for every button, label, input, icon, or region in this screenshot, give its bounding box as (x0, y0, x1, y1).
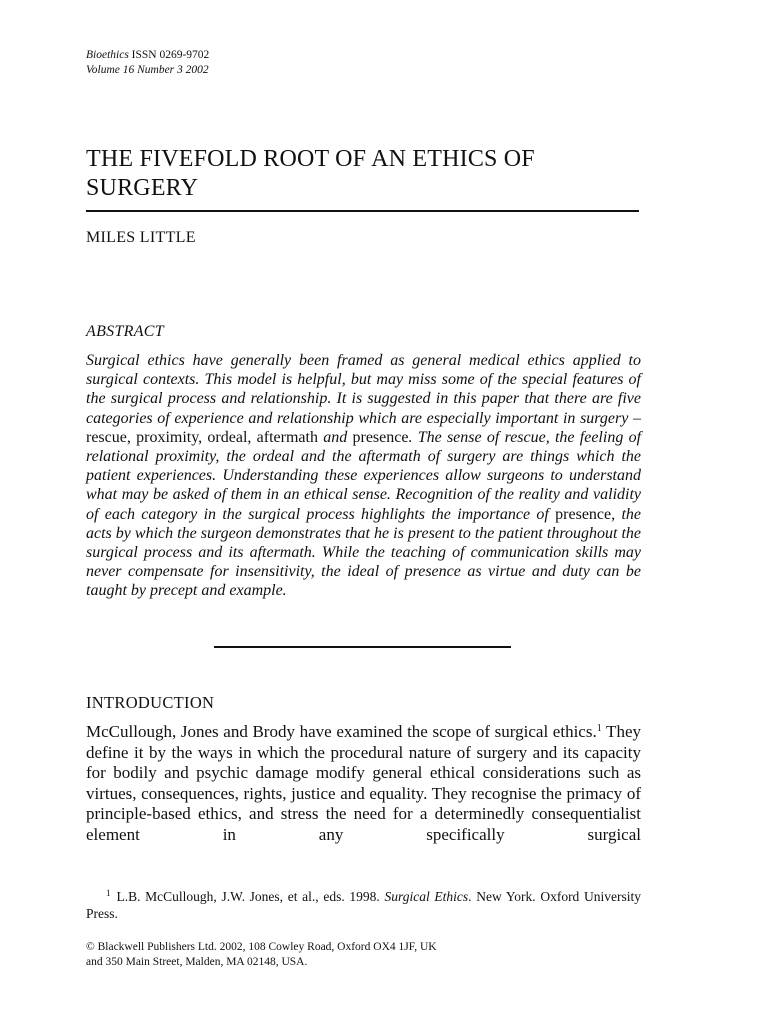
abstract-and: and (317, 428, 353, 446)
article-title (86, 145, 646, 203)
abstract-divider (214, 646, 511, 648)
introduction-part-2: They define it by the ways in which the procedural nature of surgery and its capacity for bodily and psychic damage modify general ethical considerations such as virtues, consequences, rights, justice and equality. They recognise the primacy of principle-based ethics, and stress the need for a determinedly consequentialist element in any specifically surgical (86, 722, 641, 844)
article-title-line-2: SURGERY (86, 175, 199, 201)
copyright-line-2: and 350 Main Street, Malden, MA 02148, USA. (86, 956, 308, 968)
title-divider (86, 210, 639, 212)
footnote-part-2: . New York. Oxford University Press. (86, 889, 641, 921)
abstract-part-3: , the acts by which the surgeon demonstrates that he is present to the patient throughout the surgical process and its aftermath. While the teaching of communication skills may never compensate for insensitivity, the ideal of presence as virtue and duty can be taught by precept and example. (86, 505, 641, 600)
abstract-text (86, 351, 641, 601)
copyright-line-1: © Blackwell Publishers Ltd. 2002, 108 Cowley Road, Oxford OX4 1JF, UK (86, 941, 437, 953)
article-title-line-1: THE FIVEFOLD ROOT OF AN ETHICS OF (86, 146, 535, 172)
abstract-heading: ABSTRACT (86, 323, 164, 340)
introduction-text (86, 722, 641, 846)
footnote (86, 888, 641, 922)
footnote-marker: 1 (106, 888, 111, 898)
introduction-heading: INTRODUCTION (86, 693, 215, 712)
journal-volume: Volume 16 Number 3 2002 (86, 64, 209, 76)
footnote-reference[interactable]: 1 (596, 723, 602, 734)
footnote-part-1: L.B. McCullough, J.W. Jones, et al., eds. 1998. (116, 889, 385, 904)
journal-name: Bioethics (86, 49, 129, 61)
footnote-book-title: Surgical Ethics (384, 889, 469, 904)
abstract-part-2: . The sense of rescue, the feeling of relational proximity, the ordeal and the aftermath of surgery are things which the patient experiences. Understanding these experiences allow surgeons to understand what may be asked of them in an ethical sense. Recognition of the reality and validity of each category in the surgical process highlights the importance of (86, 428, 642, 523)
journal-issn-line (86, 48, 209, 63)
copyright-notice (86, 940, 641, 970)
abstract-part-1: Surgical ethics have generally been framed as general medical ethics applied to surgical contexts. This model is helpful, but may miss some of the special features of the surgical process and relationship. It is suggested in this paper that there are five categories of experience and relationship which are especially important in surgery – (86, 352, 641, 427)
author-name: MILES LITTLE (86, 229, 196, 246)
journal-issn: ISSN 0269-9702 (128, 49, 210, 61)
journal-header (86, 48, 209, 78)
abstract-term-presence: presence (352, 428, 409, 446)
abstract-terms: rescue, proximity, ordeal, aftermath (86, 428, 318, 446)
introduction-part-1: McCullough, Jones and Brody have examined the scope of surgical ethics. (86, 722, 597, 741)
abstract-term-presence-2: presence (555, 505, 612, 523)
